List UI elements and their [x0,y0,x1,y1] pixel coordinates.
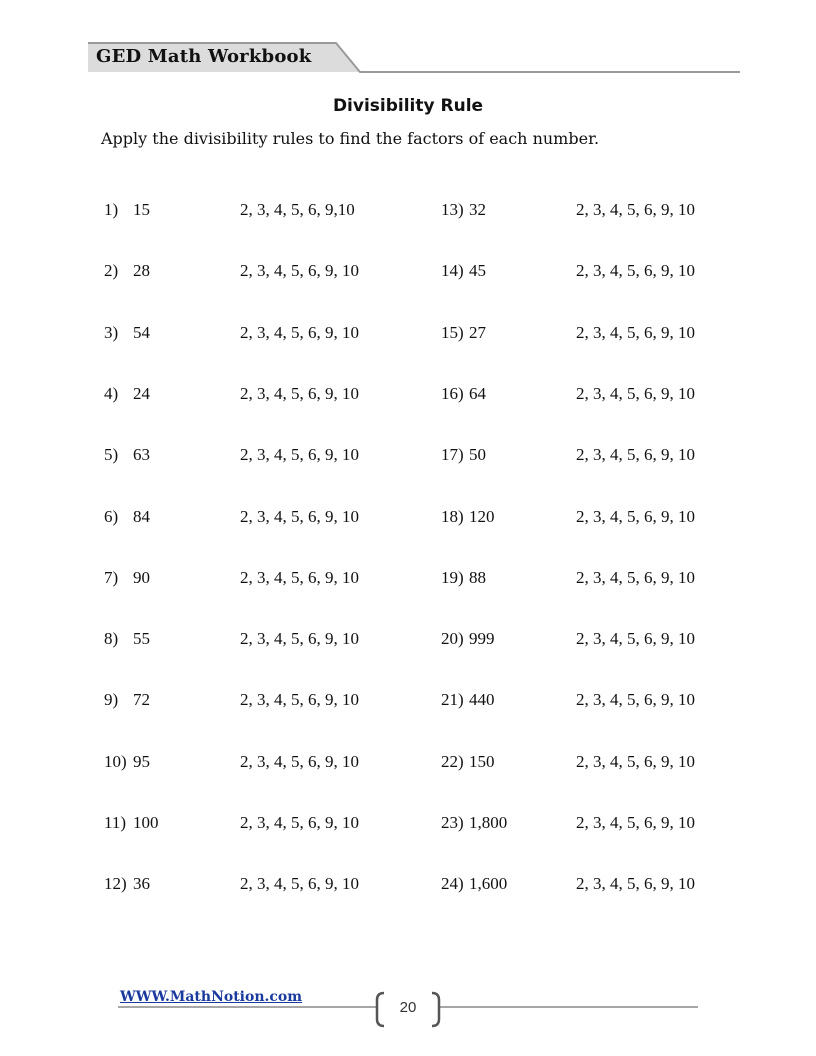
question-number: 13) [441,200,464,219]
divisor-options: 2, 3, 4, 5, 6, 9, 10 [240,445,359,465]
question-value: 45 [469,261,486,281]
question-value: 88 [469,567,486,587]
question-number: 18) [441,506,464,526]
divisor-options: 2, 3, 4, 5, 6, 9, 10 [576,813,695,832]
question-number: 11) [104,813,127,832]
question-value: 95 [133,751,150,771]
question-value: 72 [133,690,150,710]
divisor-options: 2, 3, 4, 5, 6, 9,10 [240,200,355,219]
question-value: 28 [133,261,150,281]
divisor-options: 2, 3, 4, 5, 6, 9, 10 [576,629,695,649]
question-value: 100 [133,813,159,832]
question-number: 19) [441,567,464,587]
page-bracket-right [432,993,439,1026]
question-value: 63 [133,445,150,465]
question-number: 22) [441,751,464,771]
divisor-options: 2, 3, 4, 5, 6, 9, 10 [240,813,359,832]
question-value: 440 [469,690,495,710]
instructions: Apply the divisibility rules to find the factors of each number. [101,129,600,148]
divisor-options: 2, 3, 4, 5, 6, 9, 10 [240,383,359,403]
divisor-options: 2, 3, 4, 5, 6, 9, 10 [576,261,695,281]
question-value: 15 [133,200,150,219]
workbook-title: GED Math Workbook [96,46,312,67]
question-value: 1,800 [469,813,508,832]
question-number: 12) [104,874,127,894]
question-number: 10) [104,751,127,771]
question-number: 16) [441,383,464,403]
question-number: 5) [104,445,119,465]
divisor-options: 2, 3, 4, 5, 6, 9, 10 [240,629,359,649]
question-value: 90 [133,567,150,587]
divisor-options: 2, 3, 4, 5, 6, 9, 10 [576,874,695,894]
divisor-options: 2, 3, 4, 5, 6, 9, 10 [240,567,359,587]
divisor-options: 2, 3, 4, 5, 6, 9, 10 [576,567,695,587]
page-number: 20 [399,999,417,1016]
divisor-options: 2, 3, 4, 5, 6, 9, 10 [576,506,695,526]
question-value: 150 [469,751,495,771]
question-number: 8) [104,629,119,649]
question-value: 27 [469,322,486,342]
divisor-options: 2, 3, 4, 5, 6, 9, 10 [576,322,695,342]
divisor-options: 2, 3, 4, 5, 6, 9, 10 [576,200,695,219]
question-value: 999 [469,629,495,649]
question-number: 21) [441,690,464,710]
question-number: 24) [441,874,464,894]
question-value: 24 [133,383,150,403]
question-value: 55 [133,629,150,649]
question-number: 9) [104,690,119,710]
question-number: 20) [441,629,464,649]
divisor-options: 2, 3, 4, 5, 6, 9, 10 [576,751,695,771]
question-value: 1,600 [469,874,508,894]
divisor-options: 2, 3, 4, 5, 6, 9, 10 [240,751,359,771]
question-number: 7) [104,567,119,587]
question-number: 1) [104,200,119,219]
question-value: 36 [133,874,150,894]
divisor-options: 2, 3, 4, 5, 6, 9, 10 [240,322,359,342]
question-number: 3) [104,322,119,342]
divisor-options: 2, 3, 4, 5, 6, 9, 10 [576,690,695,710]
question-value: 50 [469,445,486,465]
question-value: 84 [133,506,150,526]
divisor-options: 2, 3, 4, 5, 6, 9, 10 [576,445,695,465]
question-value: 54 [133,322,150,342]
question-value: 120 [469,506,495,526]
divisor-options: 2, 3, 4, 5, 6, 9, 10 [240,261,359,281]
question-value: 32 [469,200,486,219]
footer-website-link[interactable]: WWW.MathNotion.com [120,989,303,1005]
question-number: 14) [441,261,464,281]
question-number: 4) [104,383,119,403]
divisor-options: 2, 3, 4, 5, 6, 9, 10 [240,690,359,710]
question-number: 6) [104,506,119,526]
question-number: 15) [441,322,464,342]
divisor-options: 2, 3, 4, 5, 6, 9, 10 [240,874,359,894]
question-number: 2) [104,261,119,281]
question-value: 64 [469,383,486,403]
question-number: 23) [441,813,464,832]
divisor-options: 2, 3, 4, 5, 6, 9, 10 [576,383,695,403]
page-title: Divisibility Rule [332,96,484,116]
page-bracket-left [377,993,384,1026]
question-number: 17) [441,445,464,465]
divisor-options: 2, 3, 4, 5, 6, 9, 10 [240,506,359,526]
